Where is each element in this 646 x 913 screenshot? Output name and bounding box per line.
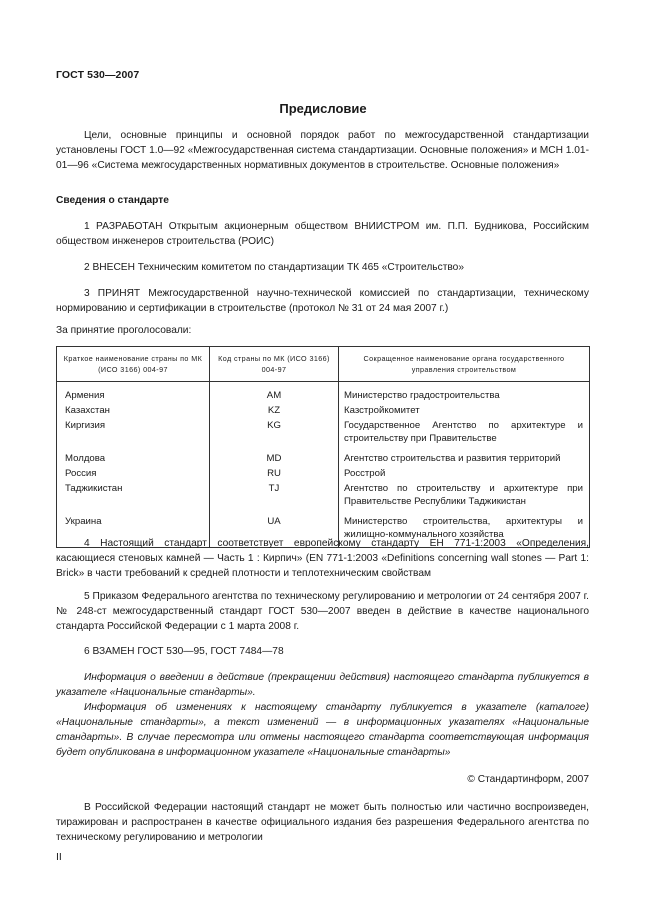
voted-label: За принятие проголосовали: <box>56 325 192 336</box>
organization-cell: Министерство строительства, архитектуры и жилищно-коммунального хозяйства <box>339 509 590 548</box>
notice-enforcement: Информация о введении в действие (прекращении действия) настоящего стандарта публикуется в указателе «Национальные стандарты». <box>56 672 589 698</box>
document-code-header: ГОСТ 530—2007 <box>56 69 140 81</box>
table-row <box>57 481 590 509</box>
table-row <box>57 382 590 404</box>
item-introduced: 2 ВНЕСЕН Техническим комитетом по стандартизации ТК 465 «Строительство» <box>84 262 464 273</box>
table-row <box>57 418 590 446</box>
code-cell: MD <box>210 446 339 466</box>
table-header-row <box>57 347 590 382</box>
code-cell: AM <box>210 382 339 404</box>
voting-countries-table <box>56 346 590 548</box>
organization-cell: Росстрой <box>339 466 590 481</box>
table-row <box>57 446 590 466</box>
code-cell: TJ <box>210 481 339 509</box>
code-cell: RU <box>210 466 339 481</box>
item-replaces: 6 ВЗАМЕН ГОСТ 530—95, ГОСТ 7484—78 <box>84 646 284 657</box>
copyright-line: © Стандартинформ, 2007 <box>467 774 589 785</box>
country-cell: Киргизия <box>57 418 210 446</box>
table-row <box>57 466 590 481</box>
section-heading: Сведения о стандарте <box>56 195 169 206</box>
item-order: 5 Приказом Федерального агентства по техническому регулированию и метрологии от 24 сентября 2007 г. № 248-ст межгосударственный стандарт ГОСТ 530—2007 введен в действие в качестве национального стандарта Российской Федерации с 1 марта 2008 г. <box>56 591 589 632</box>
item-adopted: 3 ПРИНЯТ Межгосударственной научно-технической комиссией по стандартизации, техническому нормированию и сертификации в строительстве (протокол № 31 от 24 мая 2007 г.) <box>56 288 589 314</box>
organization-cell: Агентство строительства и развития территорий <box>339 446 590 466</box>
country-cell: Молдова <box>57 446 210 466</box>
header-country: Краткое наименование страны по МК (ИСО 3166) 004-97 <box>57 347 210 382</box>
intro-paragraph: Цели, основные принципы и основной порядок работ по межгосударственной стандартизации установлены ГОСТ 1.0—92 «Межгосударственная система стандартизации. Основные положения» и МСН 1.01-01—96 «Система межгосударственных нормативных документов в строительстве. Основные положения» <box>56 130 589 171</box>
organization-cell: Казстройкомитет <box>339 403 590 418</box>
country-cell: Россия <box>57 466 210 481</box>
notice-amendments: Информация об изменениях к настоящему стандарту публикуется в указателе (каталоге) «Национальные стандарты», а текст изменений — в информационных указателях «Национальные стандарты». В случае пересмотра или отмены настоящего стандарта соответствующая информация будет опубликована в информационном указателе «Национальные стандарты» <box>56 702 589 758</box>
country-cell: Украина <box>57 509 210 548</box>
page-number: II <box>56 851 62 863</box>
country-cell: Таджикистан <box>57 481 210 509</box>
item-european-standard: 4 Настоящий стандарт соответствует европейскому стандарту ЕН 771-1:2003 «Определения, касающиеся стеновых камней — Часть 1 : Кирпич» (EN 771-1:2003 «Definitions concerning wall stones — Part 1: Brick» в части требований к средней плотности и теплотехническим свойствам <box>56 538 589 579</box>
code-cell: KZ <box>210 403 339 418</box>
header-code: Код страны по МК (ИСО 3166) 004-97 <box>210 347 339 382</box>
country-cell: Армения <box>57 382 210 404</box>
organization-cell: Государственное Агентство по архитектуре и строительству при Правительстве <box>339 418 590 446</box>
country-cell: Казахстан <box>57 403 210 418</box>
organization-cell: Агентство по строительству и архитектуре при Правительстве Республики Таджикистан <box>339 481 590 509</box>
page-title: Предисловие <box>279 101 367 116</box>
code-cell: KG <box>210 418 339 446</box>
header-organization: Сокращенное наименование органа государственного управления строительством <box>339 347 590 382</box>
item-developed: 1 РАЗРАБОТАН Открытым акционерным обществом ВНИИСТРОМ им. П.П. Будникова, Российским обществом инженеров строительства (РОИС) <box>56 221 589 247</box>
table-row <box>57 403 590 418</box>
organization-cell: Министерство градостроительства <box>339 382 590 404</box>
code-cell: UA <box>210 509 339 548</box>
reproduction-notice: В Российской Федерации настоящий стандарт не может быть полностью или частично воспроизведен, тиражирован и распространен в качестве официального издания без разрешения Федерального агентства по техническому регулированию и метрологии <box>56 802 589 843</box>
